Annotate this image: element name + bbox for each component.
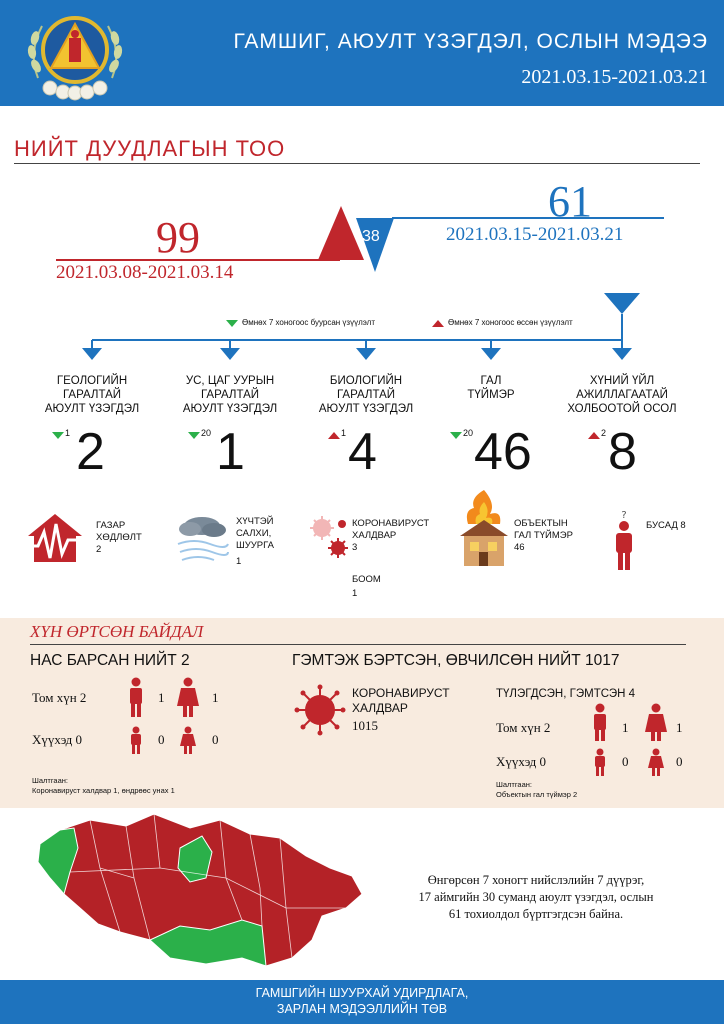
deaths-child-female: 0 [212,732,219,747]
sub-earthquake-value: 2 [96,544,102,555]
increase-triangle-icon [318,206,364,260]
burns-adults: Том хүн 2 [496,720,551,735]
deaths-adults: Том хүн 2 [32,690,87,705]
panel-divider [30,644,686,645]
deaths-total: НАС БАРСАН НИЙТ 2 [30,652,190,669]
deaths-people-icons [126,676,216,756]
difference-value: 38 [362,228,380,245]
storm-cloud-icon [174,510,230,566]
change-biological: 1 [341,428,347,438]
count-biological: 4 [348,423,377,481]
count-hydromet: 1 [216,423,245,481]
prev-week-range: 2021.03.08-2021.03.14 [56,262,234,283]
sub-plague-value: 1 [352,588,358,599]
burns-cause-note: Шалтгаан: Объектын гал түймэр 2 [496,780,578,799]
footer: ГАМШГИЙН ШУУРХАЙ УДИРДЛАГА, ЗАРЛАН МЭДЭЭЛЛИЙН ТӨВ [0,980,724,1024]
prev-week-total: 99 [156,213,200,262]
injuries-covid-value: 1015 [352,718,378,733]
injuries-total: ГЭМТЭЖ БЭРТСЭН, ӨВЧИЛСӨН НИЙТ 1017 [292,652,620,669]
human-impact-heading: ХҮН ӨРТСӨН БАЙДАЛ [30,622,204,641]
category-label-geological: ГЕОЛОГИЙН ГАРАЛТАЙ АЮУЛТ ҮЗЭГДЭЛ [44,375,140,415]
category-label-hydromet: УС, ЦАГ УУРЫН ГАРАЛТАЙ АЮУЛТ ҮЗЭГДЭЛ [182,375,278,415]
emblem-logo [20,8,130,103]
total-calls-heading: НИЙТ ДУУДЛАГЫН ТОО [14,136,286,161]
earthquake-house-icon [22,510,88,566]
virus-icon [310,514,354,564]
down-indicator-icon [450,432,462,439]
mongolia-map [30,808,370,980]
burns-child-female: 0 [676,754,683,769]
header-date-range: 2021.03.15-2021.03.21 [521,66,708,88]
sub-covid-value: 3 [352,542,358,553]
current-week-total: 61 [548,177,592,226]
burns-adult-male: 1 [622,720,629,735]
legend-decrease: Өмнөх 7 хоногоос буурсан үзүүлэлт [242,318,376,327]
up-indicator-icon [328,432,340,439]
change-hydromet: 20 [201,428,212,438]
injuries-people-icons [590,702,680,780]
count-fire: 46 [474,423,532,481]
burns-adult-female: 1 [676,720,683,735]
category-label-human-accident: ХҮНИЙ ҮЙЛ АЖИЛЛАГААТАЙ ХОЛБООТОЙ ОСОЛ [567,375,677,415]
legend-increase: Өмнөх 7 хоногоос өссөн үзүүлэлт [448,318,573,327]
sub-building-fire-value: 46 [514,542,525,553]
sub-building-fire-label: ОБЪЕКТЫН ГАЛ ТҮЙМЭР [514,518,573,541]
down-indicator-icon [188,432,200,439]
burns-children: Хүүхэд 0 [496,754,546,769]
category-label-biological: БИОЛОГИЙН ГАРАЛТАЙ АЮУЛТ ҮЗЭГДЭЛ [318,375,414,415]
sub-other-label: БУСАД 8 [646,520,686,531]
sub-covid-label: КОРОНАВИРУСТ ХАЛДВАР [352,518,430,541]
count-geological: 2 [76,423,105,481]
current-week-range: 2021.03.15-2021.03.21 [446,224,624,245]
category-label-fire: ГАЛ ТҮЙМЭР [467,375,515,401]
change-fire: 20 [463,428,474,438]
svg-text:?: ? [621,510,627,521]
sub-earthquake-label: ГАЗАР ХӨДЛӨЛТ [96,520,142,543]
down-indicator-icon [52,432,64,439]
up-indicator-icon [588,432,600,439]
page-title: ГАМШИГ, АЮУЛТ ҮЗЭГДЭЛ, ОСЛЫН МЭДЭЭ [233,30,708,53]
down-arrow-icon [604,293,640,314]
summary-text: Өнгөрсөн 7 хоногт нийслэлийн 7 дүүрэг, 17 аймгийн 30 суманд аюулт үзэгдэл, ослын 61 тохиолдол бүртгэгдсэн байна. [418,873,654,921]
covid-virus-icon [294,684,346,736]
section-divider [14,163,700,164]
deaths-children: Хүүхэд 0 [32,732,82,747]
change-human-accident: 2 [601,428,607,438]
deaths-cause-note: Шалтгаан: Коронавируст халдвар 1, өндрөөс унах 1 [32,776,175,795]
change-geological: 1 [65,428,71,438]
injuries-covid-label: КОРОНАВИРУСТ ХАЛДВАР [352,686,450,715]
sub-storm-value: 1 [236,556,242,567]
sub-plague-label: БООМ [352,574,381,585]
burns-child-male: 0 [622,754,629,769]
person-question-icon [610,508,638,572]
burning-house-icon [456,488,512,568]
sub-storm-label: ХҮЧТЭЙ САЛХИ, ШУУРГА [236,516,274,551]
deaths-adult-female: 1 [212,690,219,705]
burns-total: ТҮЛЭГДСЭН, ГЭМТСЭН 4 [496,688,636,700]
deaths-adult-male: 1 [158,690,165,705]
count-human-accident: 8 [608,423,637,481]
deaths-child-male: 0 [158,732,165,747]
